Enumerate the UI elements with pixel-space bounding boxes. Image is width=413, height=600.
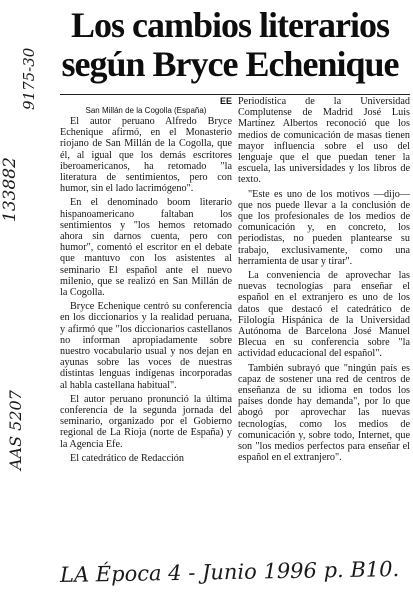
paragraph: La conveniencia de aprovechar las nuevas tecnologías para enseñar el español en el extranjero es uno de los datos que destacó el catedrático de Filología Hispánica de la Universidad Autónoma de Barcelona José Manuel Blecua en su conferencia sobre "la actividad educacional del español". [238, 270, 410, 360]
paragraph: El catedrático de Redacción [70, 452, 184, 464]
paragraph: El autor peruano Alfredo Bryce Echenique afirmó, en el Monasterio riojano de San Millán de la Cogolla, que él, al igual que los demás escritores iberoamericanos, ha retomado "la literatura de sentimientos, pero con humor, sin el lado lacrimógeno". [60, 116, 232, 195]
paragraph: "Este es uno de los motivos —dijo— que nos puede llevar a la conclusión de que los profesionales de los medios de comunicación y, en concreto, los periodistas, no pueden plantearse su trabajo, exclusivamente, como una herramienta de usar y tirar". [238, 188, 410, 267]
paragraph: Bryce Echenique centró su conferencia en los diccionarios y la realidad peruana, y afirmó que "los diccionarios castellanos no informan apropiadamente sobre nuestro vocabulario usual y nos dejan en ayunas sobre las voces de nuestras distintas lenguas indígenas incorporadas al habla castellana habitual". [60, 301, 232, 391]
handwritten-source-note: LA Época 4 - Junio 1996 p. B10. [59, 557, 400, 587]
agency-credit: EE [219, 96, 232, 106]
paragraph: El autor peruano pronunció la última conferencia de la segunda jornada del seminario, organizado por el Gobierno regional de La Rioja (norte de España) y la Agencia Efe. [60, 393, 232, 450]
paragraph: En el denominado boom literario hispanoamericano faltaban los sentimientos y "los hemos retomado ahora sin darnos cuenta, pero con humor", comentó el escritor en el debate que mantuvo con los asistentes al seminario El español ante el nuevo milenio, que se realizó en San Millán de la Cogolla. [60, 197, 232, 299]
dateline: San Millán de la Cogolla (España) [85, 106, 207, 115]
handwritten-note-vertical: AAS 5207 [6, 390, 25, 470]
paragraph: También subrayó que "ningún país es capaz de sostener una red de centros de enseñanza de su idioma en todos los países donde hay demanda", por lo que abogó por aprovechar las nuevas tecnologías, como los medios de comunicación y, sobre todo, Internet, que son "los medios perfectos para enseñar el español en el extranjero". [238, 362, 410, 464]
article-column-right [238, 96, 410, 464]
headline-rule [60, 94, 410, 95]
paragraph: Periodística de la Universidad Complutense de Madrid José Luis Martínez Albertos reconoció que los medios de comunicación de masas tienen mayor influencia sobre el uso del lenguaje que el que puedan tener la escuela, las universidades y los libros de texto. [238, 96, 410, 186]
article-column-left [60, 116, 232, 464]
handwritten-note-vertical: 9175-30 [20, 47, 38, 110]
headline-line-1: Los cambios literarios [71, 5, 389, 45]
article-headline [50, 6, 410, 84]
handwritten-note-vertical: 133882 [0, 157, 20, 222]
headline-line-2: según Bryce Echenique [61, 44, 399, 84]
